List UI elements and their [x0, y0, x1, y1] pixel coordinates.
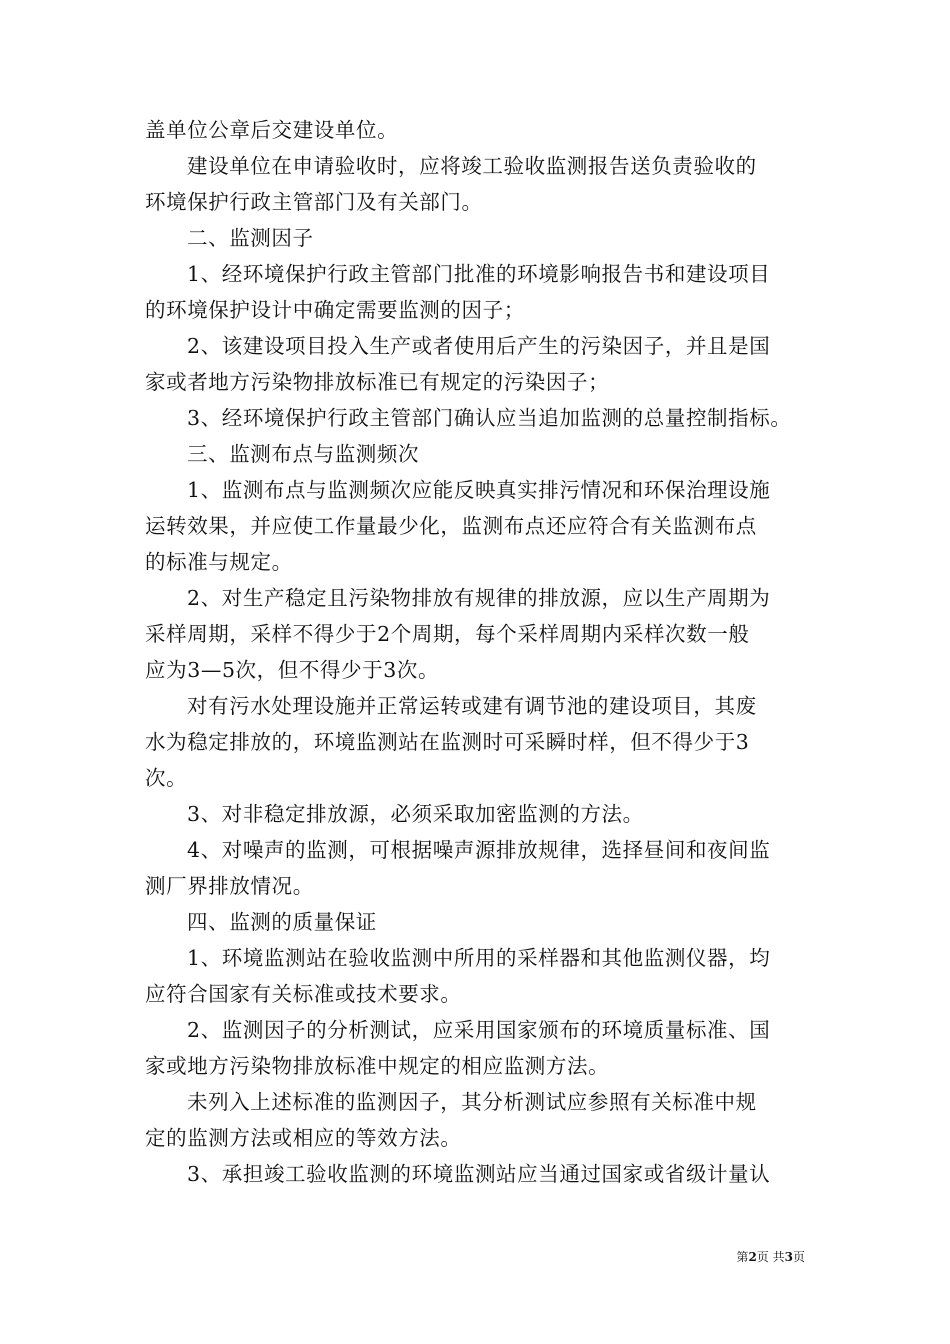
text-line: 1、环境监测站在验收监测中所用的采样器和其他监测仪器，均 [187, 946, 771, 970]
text-line: 的环境保护设计中确定需要监测的因子； [145, 298, 525, 322]
footer-prefix: 第 [736, 1250, 749, 1264]
text-line: 建设单位在申请验收时，应将竣工验收监测报告送负责验收的 [187, 154, 757, 178]
text-line: 4、对噪声的监测，可根据噪声源排放规律，选择昼间和夜间监 [187, 838, 771, 862]
text-line: 1、监测布点与监测频次应能反映真实排污情况和环保治理设施 [187, 478, 771, 502]
section-heading: 二、监测因子 [187, 226, 314, 250]
text-line: 家或者地方污染物排放标准已有规定的污染因子； [145, 370, 610, 394]
text-line: 环境保护行政主管部门及有关部门。 [145, 190, 483, 214]
text-line: 运转效果，并应使工作量最少化，监测布点还应符合有关监测布点 [145, 514, 757, 538]
text-line: 3、经环境保护行政主管部门确认应当追加监测的总量控制指标。 [187, 406, 792, 430]
text-line: 水为稳定排放的，环境监测站在监测时可采瞬时样，但不得少于3 [145, 730, 750, 754]
text-line: 的标准与规定。 [145, 550, 293, 574]
footer-middle: 页 共 [756, 1250, 785, 1264]
text-line: 采样周期，采样不得少于2个周期，每个采样周期内采样次数一般 [145, 622, 750, 646]
footer-suffix: 页 [792, 1250, 805, 1264]
total-page-number: 3 [784, 1250, 793, 1264]
text-line: 家或地方污染物排放标准中规定的相应监测方法。 [145, 1054, 610, 1078]
text-line: 应符合国家有关标准或技术要求。 [145, 982, 462, 1006]
text-line: 盖单位公章后交建设单位。 [145, 118, 399, 142]
text-line: 3、承担竣工验收监测的环境监测站应当通过国家或省级计量认 [187, 1162, 771, 1186]
text-line: 2、该建设项目投入生产或者使用后产生的污染因子，并且是国 [187, 334, 771, 358]
section-heading: 四、监测的质量保证 [187, 910, 377, 934]
text-line: 对有污水处理设施并正常运转或建有调节池的建设项目，其废 [187, 694, 757, 718]
page-footer [705, 1248, 805, 1266]
current-page-number: 2 [748, 1250, 757, 1264]
text-line: 2、对生产稳定且污染物排放有规律的排放源，应以生产周期为 [187, 586, 771, 610]
text-line: 定的监测方法或相应的等效方法。 [145, 1126, 462, 1150]
text-line: 次。 [145, 766, 188, 790]
text-line: 3、对非稳定排放源，必须采取加密监测的方法。 [187, 802, 644, 826]
text-line: 未列入上述标准的监测因子，其分析测试应参照有关标准中规 [187, 1090, 757, 1114]
section-heading: 三、监测布点与监测频次 [187, 442, 420, 466]
text-line: 应为3—5次，但不得少于3次。 [145, 658, 440, 682]
text-line: 测厂界排放情况。 [145, 874, 314, 898]
document-body [145, 112, 815, 1192]
text-line: 1、经环境保护行政主管部门批准的环境影响报告书和建设项目 [187, 262, 771, 286]
text-line: 2、监测因子的分析测试，应采用国家颁布的环境质量标准、国 [187, 1018, 771, 1042]
